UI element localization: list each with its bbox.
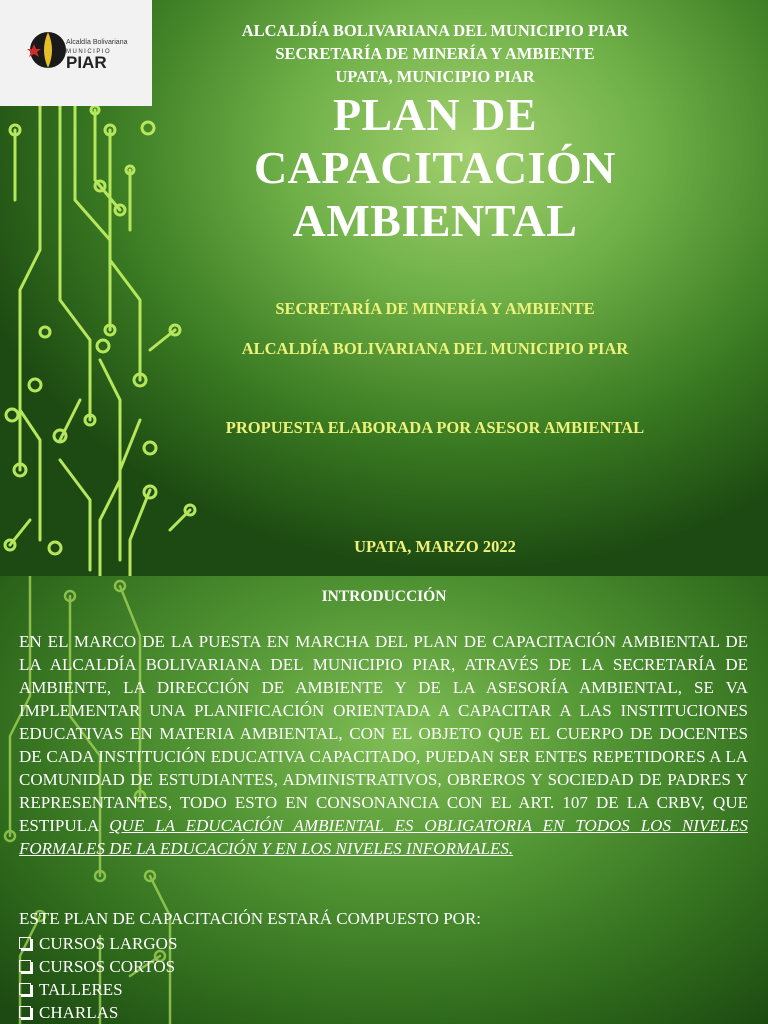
paragraph-text: EN EL MARCO DE LA PUESTA EN MARCHA DEL PLAN DE CAPACITACIÓN AMBIENTAL DE LA ALCALDÍA BOLIVARIANA DEL MUNICIPIO PIAR, ATRAVÉS DE LA SECRETARÍA DE AMBIENTE, LA DIRECCIÓN DE AMBIENTE Y DE LA ASESORÍA AMBIENTAL, SE VA IMPLEMENTAR UNA PLANIFICACIÓN ORIENTADA A CAPACITAR A LAS INSTITUCIONES EDUCATIVAS EN MATERIA AMBIENTAL, CON EL OBJETO QUE EL CUERPO DE DOCENTES DE CADA INSTITUCIÓN EDUCATIVA CAPACITADO, PUEDAN SER ENTES REPETIDORES A LA COMUNIDAD DE ESTUDIANTES, ADMINISTRATIVOS, OBREROS Y SOCIEDAD DE PADRES Y REPRESENTANTES, TODO ESTO EN CONSONANCIA CON EL ART. 107 DE LA CRBV, QUE ESTIPULA [19,632,748,835]
title-line-1: PLAN DE [332,89,538,140]
list-item [19,932,177,955]
list-item-label: CURSOS LARGOS [39,934,178,953]
title-line-2: CAPACITACIÓN [253,142,617,193]
introduction-heading: INTRODUCCIÓN [321,588,447,605]
subtitle-secretariat: SECRETARÍA DE MINERÍA Y AMBIENTE [275,299,595,318]
logo-text-line2: MUNICIPIO [66,49,112,55]
proposal-credit: PROPUESTA ELABORADA POR ASESOR AMBIENTAL [225,418,645,437]
header-line-3: UPATA, MUNICIPIO PIAR [335,67,535,86]
checkbox-bullet-icon [19,937,31,949]
list-item [19,978,177,1001]
list-item-label: CHARLAS [39,1003,119,1022]
logo-text-line3: PIAR [66,53,107,72]
list-item-label: TALLERES [39,980,123,999]
introduction-slide [0,576,768,1024]
introduction-paragraph [19,630,748,860]
header-line-1: ALCALDÍA BOLIVARIANA DEL MUNICIPIO PIAR [241,21,629,40]
title-line-3: AMBIENTAL [292,195,578,246]
training-types-list [19,932,177,1024]
list-item [19,1001,177,1024]
list-item [19,955,177,978]
municipality-logo [0,0,152,106]
constitution-quote: QUE LA EDUCACIÓN AMBIENTAL ES OBLIGATORIA EN TODOS LOS NIVELES FORMALES DE LA EDUCACIÓN Y EN LOS NIVELES INFORMALES. [19,816,748,858]
checkbox-bullet-icon [19,960,31,972]
checkbox-bullet-icon [19,983,31,995]
header-line-2: SECRETARÍA DE MINERÍA Y AMBIENTE [275,44,595,63]
composition-intro: ESTE PLAN DE CAPACITACIÓN ESTARÁ COMPUESTO POR: [19,909,482,928]
list-item-label: CURSOS CORTOS [39,957,176,976]
logo-text-line1: Alcaldía Bolivariana [66,39,128,46]
checkbox-bullet-icon [19,1006,31,1018]
subtitle-mayoralty: ALCALDÍA BOLIVARIANA DEL MUNICIPIO PIAR [241,339,629,358]
date-location: UPATA, MARZO 2022 [354,537,516,556]
